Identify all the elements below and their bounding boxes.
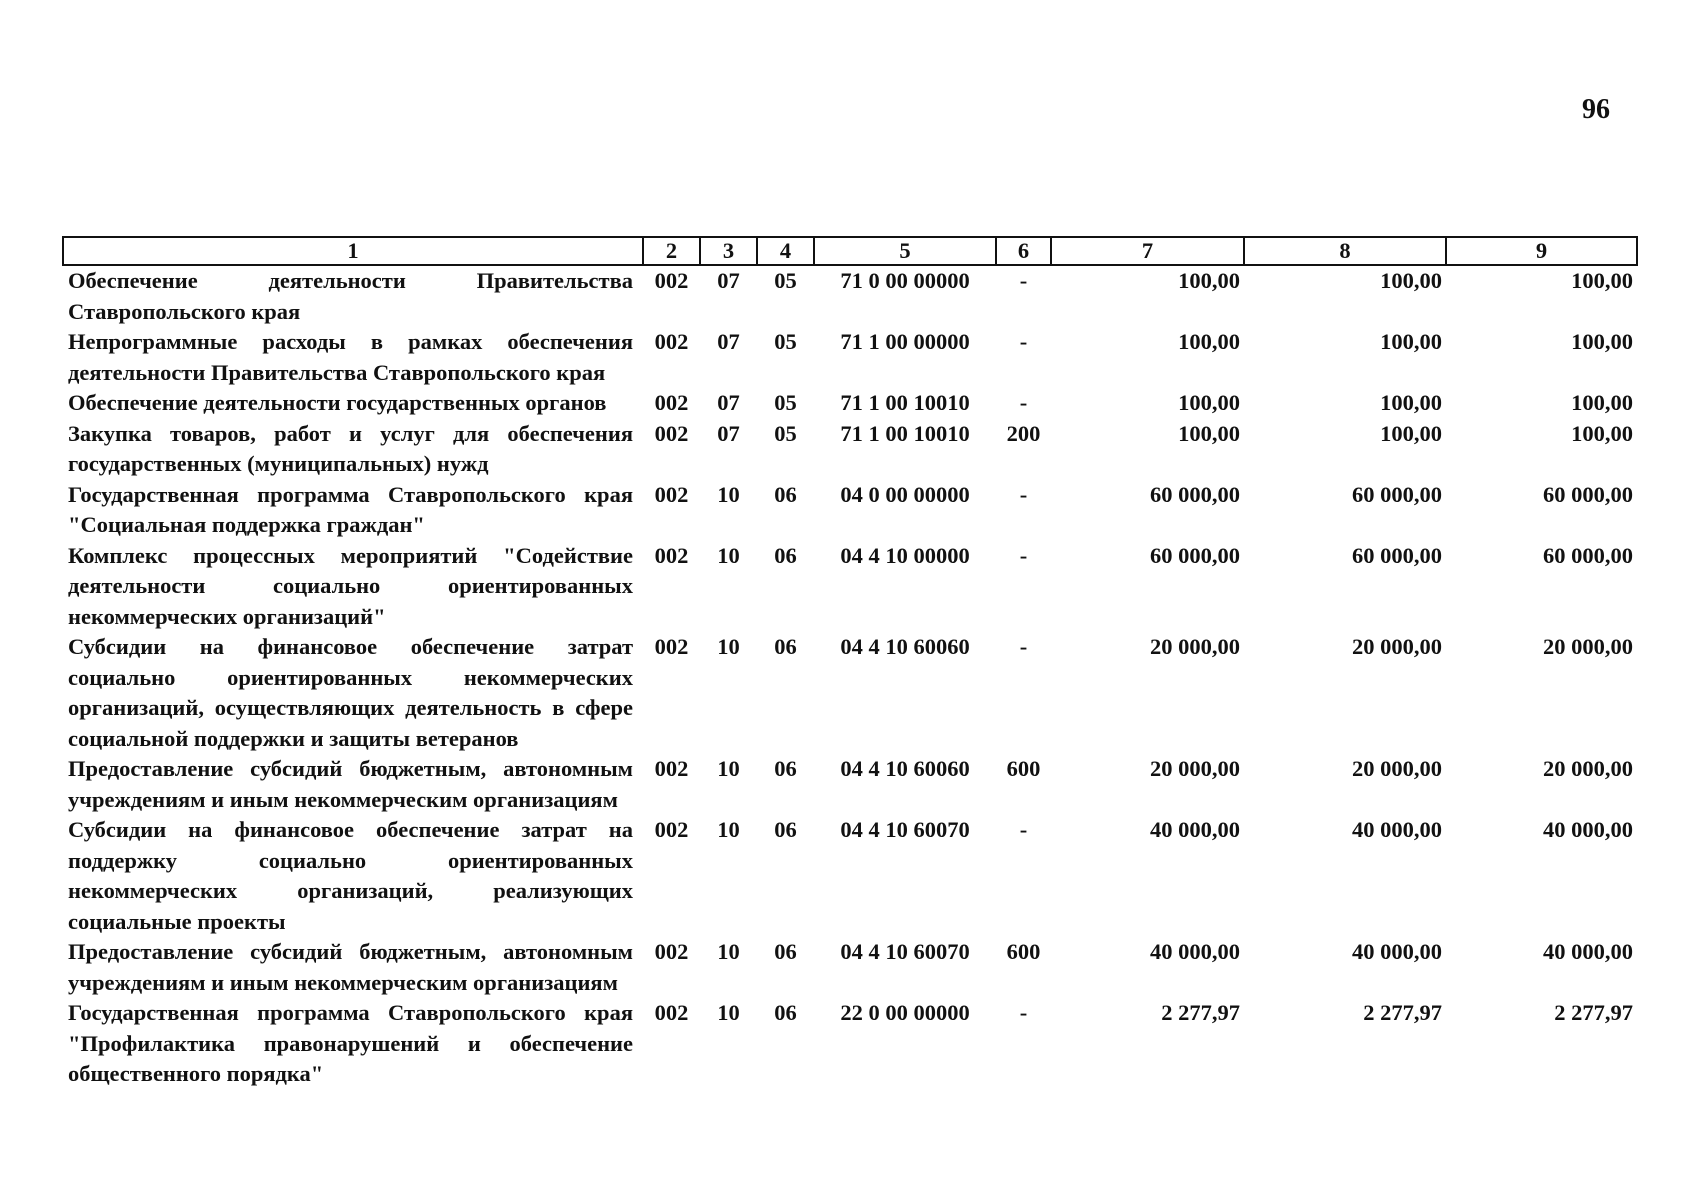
col3-cell: 07 xyxy=(717,420,740,446)
col2-cell: 002 xyxy=(654,634,689,659)
col7-amount-cell: 40 000,00 xyxy=(1150,817,1240,842)
col8-amount-cell: 100,00 xyxy=(1380,390,1442,415)
col5-cell: 04 4 10 60060 xyxy=(840,634,970,659)
col6-cell: 200 xyxy=(1006,420,1041,446)
col6-cell: 600 xyxy=(1006,939,1041,964)
col7-amount-cell: 100,00 xyxy=(1178,420,1240,446)
col5-cell: 71 1 00 00000 xyxy=(840,329,970,354)
col2-cell: 002 xyxy=(654,268,689,293)
col4-cell: 06 xyxy=(774,756,797,781)
col7-amount-cell: 2 277,97 xyxy=(1161,1000,1240,1025)
table-row xyxy=(63,480,1637,541)
col5-cell: 71 1 00 10010 xyxy=(840,390,970,415)
col4-cell: 06 xyxy=(774,542,797,568)
table-row xyxy=(63,754,1637,815)
col7-amount-cell: 100,00 xyxy=(1178,329,1240,354)
table-row xyxy=(63,815,1637,937)
col9-amount-cell: 20 000,00 xyxy=(1543,756,1633,781)
column-header-3: 3 xyxy=(700,237,757,265)
col2-cell: 002 xyxy=(654,756,689,781)
col6-cell: 600 xyxy=(1006,756,1041,781)
row-name-cell: Государственная программа Ставропольского края "Социальная поддержка граждан" xyxy=(68,481,633,537)
col9-amount-cell: 2 277,97 xyxy=(1554,1000,1633,1025)
col9-amount-cell: 60 000,00 xyxy=(1543,542,1633,568)
col5-cell: 22 0 00 00000 xyxy=(840,1000,970,1025)
col7-amount-cell: 100,00 xyxy=(1178,268,1240,293)
page-number: 96 xyxy=(1582,94,1610,125)
col7-amount-cell: 20 000,00 xyxy=(1150,634,1240,659)
col9-amount-cell: 100,00 xyxy=(1571,390,1633,415)
col5-cell: 04 4 10 60060 xyxy=(840,756,970,781)
table-row xyxy=(63,998,1637,1090)
col9-amount-cell: 20 000,00 xyxy=(1543,634,1633,659)
table-row xyxy=(63,265,1637,327)
col4-cell: 06 xyxy=(774,1000,797,1025)
col6-cell: - xyxy=(1019,481,1028,507)
col3-cell: 07 xyxy=(717,268,740,293)
col4-cell: 05 xyxy=(774,390,797,415)
col3-cell: 07 xyxy=(717,329,740,354)
col5-cell: 04 0 00 00000 xyxy=(840,481,970,507)
col3-cell: 10 xyxy=(717,1000,740,1025)
row-name-cell: Обеспечение деятельности Правительства Ставропольского края xyxy=(68,268,633,324)
col6-cell: - xyxy=(1019,817,1028,842)
col2-cell: 002 xyxy=(654,420,689,446)
col4-cell: 05 xyxy=(774,329,797,354)
row-name-cell: Субсидии на финансовое обеспечение затрат на поддержку социально ориентированных некоммерческих организаций, реализующих социальные проекты xyxy=(68,817,633,934)
column-header-7: 7 xyxy=(1051,237,1244,265)
col5-cell: 71 0 00 00000 xyxy=(840,268,970,293)
table-row xyxy=(63,632,1637,754)
col9-amount-cell: 40 000,00 xyxy=(1543,939,1633,964)
col6-cell: - xyxy=(1019,634,1028,659)
col8-amount-cell: 20 000,00 xyxy=(1352,756,1442,781)
col4-cell: 06 xyxy=(774,817,797,842)
col3-cell: 10 xyxy=(717,542,740,568)
row-name-cell: Обеспечение деятельности государственных органов xyxy=(68,390,607,415)
col2-cell: 002 xyxy=(654,817,689,842)
row-name-cell: Субсидии на финансовое обеспечение затрат социально ориентированных некоммерческих организаций, осуществляющих деятельность в сфере социальной поддержки и защиты ветеранов xyxy=(68,634,633,751)
col9-amount-cell: 100,00 xyxy=(1571,420,1633,446)
col4-cell: 06 xyxy=(774,481,797,507)
col8-amount-cell: 40 000,00 xyxy=(1352,939,1442,964)
col8-amount-cell: 100,00 xyxy=(1380,329,1442,354)
col8-amount-cell: 100,00 xyxy=(1380,268,1442,293)
column-header-2: 2 xyxy=(643,237,700,265)
col2-cell: 002 xyxy=(654,939,689,964)
col5-cell: 71 1 00 10010 xyxy=(840,420,970,446)
col3-cell: 10 xyxy=(717,939,740,964)
col8-amount-cell: 40 000,00 xyxy=(1352,817,1442,842)
col4-cell: 05 xyxy=(774,268,797,293)
col8-amount-cell: 60 000,00 xyxy=(1352,481,1442,507)
col2-cell: 002 xyxy=(654,542,689,568)
col8-amount-cell: 2 277,97 xyxy=(1363,1000,1442,1025)
table-row xyxy=(63,419,1637,480)
row-name-cell: Государственная программа Ставропольского края "Профилактика правонарушений и обеспечение общественного порядка" xyxy=(68,1000,633,1086)
col5-cell: 04 4 10 60070 xyxy=(840,939,970,964)
col8-amount-cell: 60 000,00 xyxy=(1352,542,1442,568)
row-name-cell: Предоставление субсидий бюджетным, автономным учреждениям и иным некоммерческим организациям xyxy=(68,756,633,812)
table-header xyxy=(63,237,1637,265)
column-header-4: 4 xyxy=(757,237,814,265)
col5-cell: 04 4 10 00000 xyxy=(840,542,970,568)
col7-amount-cell: 60 000,00 xyxy=(1150,481,1240,507)
col7-amount-cell: 20 000,00 xyxy=(1150,756,1240,781)
table-row xyxy=(63,388,1637,419)
col6-cell: - xyxy=(1019,542,1028,568)
col9-amount-cell: 60 000,00 xyxy=(1543,481,1633,507)
table-row xyxy=(63,937,1637,998)
col7-amount-cell: 60 000,00 xyxy=(1150,542,1240,568)
col9-amount-cell: 40 000,00 xyxy=(1543,817,1633,842)
col3-cell: 10 xyxy=(717,756,740,781)
col2-cell: 002 xyxy=(654,481,689,507)
row-name-cell: Закупка товаров, работ и услуг для обеспечения государственных (муниципальных) нужд xyxy=(68,420,633,476)
col4-cell: 06 xyxy=(774,939,797,964)
col3-cell: 10 xyxy=(717,817,740,842)
col7-amount-cell: 100,00 xyxy=(1178,390,1240,415)
budget-table xyxy=(62,236,1638,1090)
col3-cell: 07 xyxy=(717,390,740,415)
col3-cell: 10 xyxy=(717,481,740,507)
col9-amount-cell: 100,00 xyxy=(1571,329,1633,354)
column-header-8: 8 xyxy=(1244,237,1446,265)
col6-cell: - xyxy=(1019,390,1028,415)
header-row xyxy=(63,237,1637,265)
col3-cell: 10 xyxy=(717,634,740,659)
column-header-6: 6 xyxy=(996,237,1051,265)
column-header-5: 5 xyxy=(814,237,996,265)
row-name-cell: Предоставление субсидий бюджетным, автономным учреждениям и иным некоммерческим организациям xyxy=(68,939,633,995)
col2-cell: 002 xyxy=(654,1000,689,1025)
col9-amount-cell: 100,00 xyxy=(1571,268,1633,293)
col4-cell: 05 xyxy=(774,420,797,446)
col2-cell: 002 xyxy=(654,329,689,354)
col5-cell: 04 4 10 60070 xyxy=(840,817,970,842)
col6-cell: - xyxy=(1019,329,1028,354)
row-name-cell: Непрограммные расходы в рамках обеспечения деятельности Правительства Ставропольского края xyxy=(68,329,633,385)
table-row xyxy=(63,327,1637,388)
table-body xyxy=(63,265,1637,1090)
row-name-cell: Комплекс процессных мероприятий "Содействие деятельности социально ориентированных некоммерческих организаций" xyxy=(68,542,633,629)
col8-amount-cell: 20 000,00 xyxy=(1352,634,1442,659)
column-header-9: 9 xyxy=(1446,237,1637,265)
col6-cell: - xyxy=(1019,1000,1028,1025)
table-row xyxy=(63,541,1637,633)
col4-cell: 06 xyxy=(774,634,797,659)
column-header-1: 1 xyxy=(63,237,643,265)
col7-amount-cell: 40 000,00 xyxy=(1150,939,1240,964)
col6-cell: - xyxy=(1019,268,1028,293)
col8-amount-cell: 100,00 xyxy=(1380,420,1442,446)
col2-cell: 002 xyxy=(654,390,689,415)
